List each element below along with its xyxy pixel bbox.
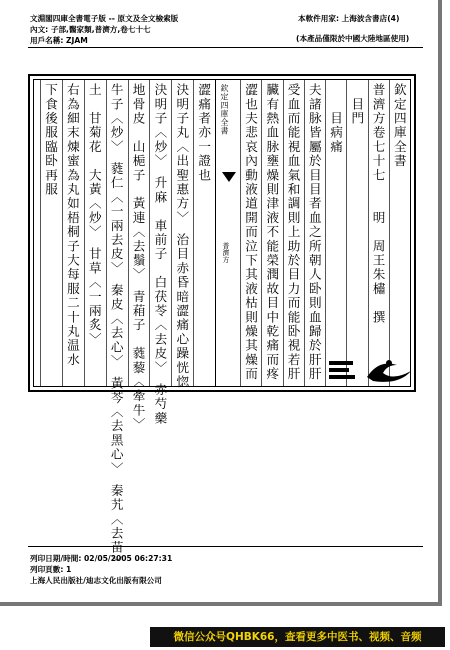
column-rule xyxy=(304,80,305,386)
column-rule xyxy=(283,80,284,386)
header-content-path: 內文: 子部,醫家類,普濟方,卷七十七 xyxy=(30,25,151,34)
next-page-edge xyxy=(0,612,150,650)
footer-rule xyxy=(28,546,423,547)
text-column: 澀痛者亦一證也 xyxy=(196,83,212,183)
column-rule xyxy=(368,80,369,386)
band-label: 欽定四庫全書 xyxy=(220,84,229,135)
text-column: 地骨皮 山梔子 黃連〈去鬚〉 青葙子 蕤藜〈牽牛〉 xyxy=(130,83,146,432)
fish-tail-mark xyxy=(222,172,236,182)
band-book-name: 普濟方 xyxy=(222,242,230,263)
text-column: 目門 xyxy=(349,83,365,126)
center-band xyxy=(215,80,241,386)
column-rule xyxy=(106,80,107,386)
text-column: 土 甘菊花 大黃〈炒〉 甘草〈一兩炙〉 xyxy=(86,83,102,347)
column-rule xyxy=(40,80,41,386)
column-rule xyxy=(84,80,85,386)
text-column: 右為細末煉蜜為丸如梧桐子大每服二十丸温水 xyxy=(64,83,80,367)
text-column: 決明子丸〈出聖惠方〉 治目赤昏暗澀痛心躁恍惚 xyxy=(174,83,190,390)
text-column: 澀也夫悲哀內動液道開而泣下其液枯則燥其燥而 xyxy=(243,83,258,382)
header-title: 文淵閣四庫全書電子版 -- 原文及全文檢索版 xyxy=(30,14,179,23)
text-column: 下食後服臨卧再服 xyxy=(43,83,58,197)
footer-publisher: 上海人民出版社/迪志文化出版有限公司 xyxy=(30,576,162,585)
header-user: 用戶名稱: ZJAM xyxy=(30,36,88,45)
column-rule xyxy=(62,80,63,386)
text-column: 普濟方卷七十七 明 周王朱橚 撰 xyxy=(370,83,386,325)
text-column: 臟有熱血脉壅燥則津液不能榮潤故目中乾痛而疼 xyxy=(264,83,280,382)
column-rule xyxy=(149,80,150,386)
text-column: 決明子〈炒〉 升麻 車前子 白茯苓〈去皮〉 赤芍藥 xyxy=(152,83,168,426)
header-notice: (本產品僅限於中國大陸地區使用) xyxy=(296,34,410,43)
column-rule xyxy=(171,80,172,386)
header-holder: 本軟件用家: 上海波含書店(4) xyxy=(298,14,400,23)
column-rule xyxy=(261,80,262,386)
footer-print-date: 列印日期/時間: 02/05/2005 06:27:31 xyxy=(30,554,173,563)
text-column: 目病痛 xyxy=(328,83,343,154)
text-column: 受血而能視血氣和調則上助於目力而能卧視若肝 xyxy=(285,83,301,382)
promo-banner[interactable]: 微信公众号QHBK66，查看更多中医书、视频、音频 xyxy=(150,627,445,647)
text-column: 欽定四庫全書 xyxy=(391,83,407,169)
column-rule xyxy=(389,80,390,386)
text-column: 夫諸脉皆屬於目目者血之所朝人卧則血歸於肝肝 xyxy=(306,83,322,382)
footer-print-pages: 列印頁數: 1 xyxy=(30,565,72,574)
column-rule xyxy=(193,80,194,386)
column-rule xyxy=(128,80,129,386)
publisher-logo xyxy=(327,355,427,383)
text-column: 牛子〈炒〉 蕤仁〈一兩去皮〉 秦皮〈去心〉 黃芩〈去黑心〉 秦艽〈去苗〉 xyxy=(108,83,124,569)
column-rule xyxy=(325,80,326,386)
column-rule xyxy=(240,80,241,386)
header-rule xyxy=(28,47,423,48)
column-rule xyxy=(346,80,347,386)
